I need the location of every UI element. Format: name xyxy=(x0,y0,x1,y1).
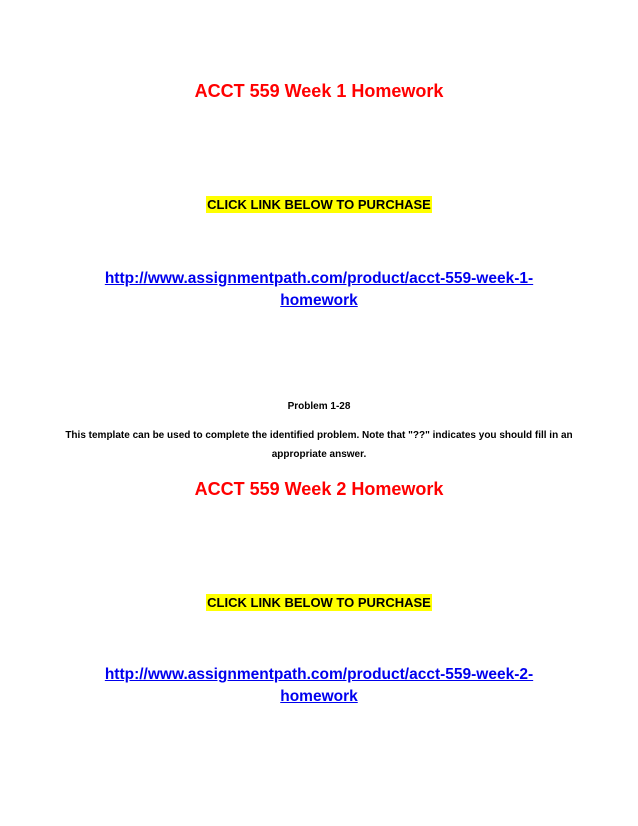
week1-cta-highlight: CLICK LINK BELOW TO PURCHASE xyxy=(207,197,431,212)
week1-link-line2[interactable]: homework xyxy=(280,292,358,309)
problem-heading: Problem 1-28 xyxy=(287,401,351,412)
week2-link-line1[interactable]: http://www.assignmentpath.com/product/acct-559-week-2- xyxy=(104,666,534,683)
week1-title: ACCT 559 Week 1 Homework xyxy=(194,81,444,101)
week2-link-line2[interactable]: homework xyxy=(280,688,358,705)
problem-note: This template can be used to complete the identified problem. Note that "??" indicates you should fill in an appropriate answer. xyxy=(65,430,573,460)
week1-purchase-link[interactable] xyxy=(100,268,538,312)
week1-link-line1[interactable]: http://www.assignmentpath.com/product/acct-559-week-1- xyxy=(104,270,534,287)
week2-purchase-link[interactable] xyxy=(100,664,538,708)
week2-cta-highlight: CLICK LINK BELOW TO PURCHASE xyxy=(207,595,431,610)
week2-cta xyxy=(0,594,638,612)
week2-title: ACCT 559 Week 2 Homework xyxy=(194,479,444,499)
week1-cta xyxy=(0,196,638,214)
